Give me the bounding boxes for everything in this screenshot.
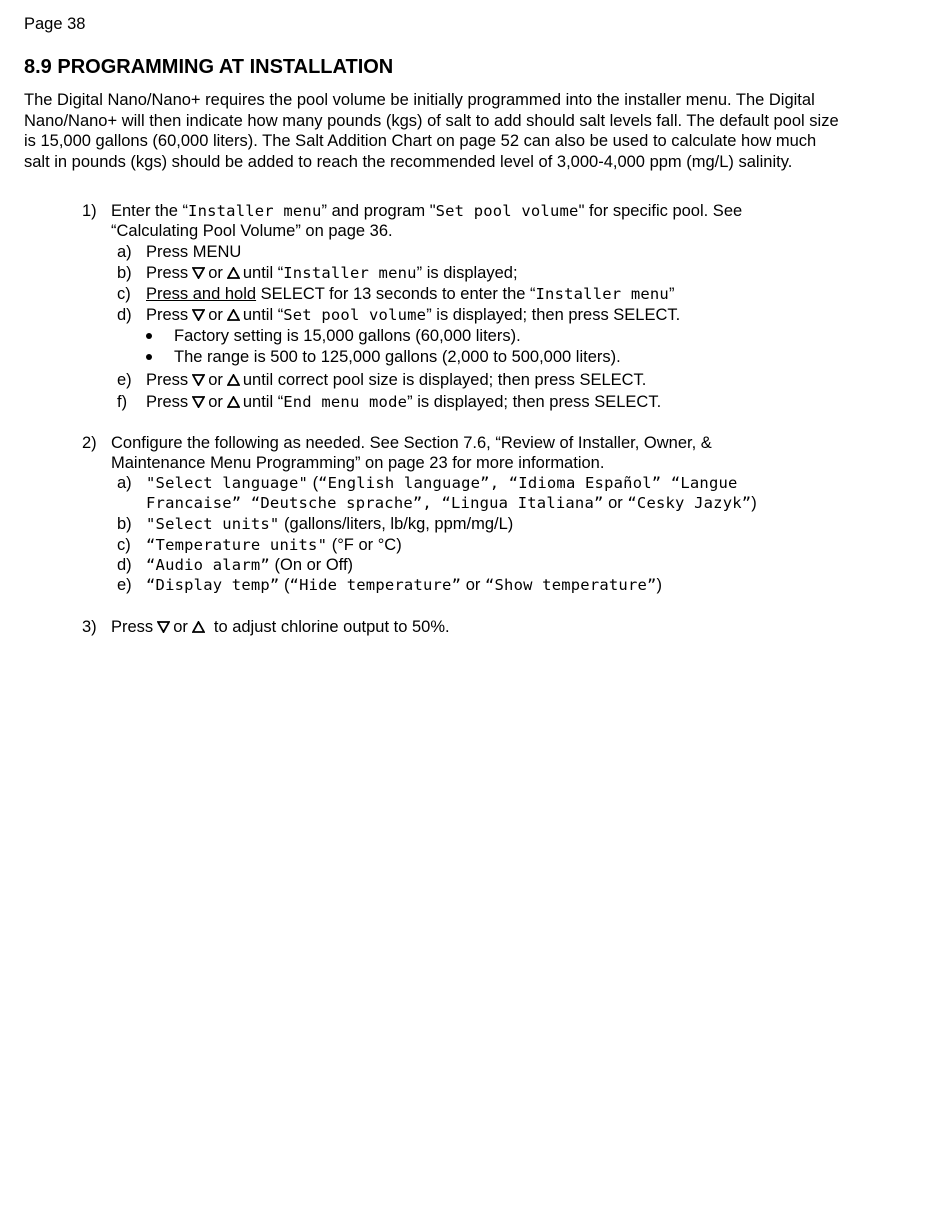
bullet-icon: [146, 333, 152, 339]
step-2e-label: e): [117, 576, 132, 594]
step-1a-text: Press MENU: [146, 243, 242, 261]
step-1a-label: a): [117, 243, 132, 261]
step-1d-bullet-2: The range is 500 to 125,000 gallons (2,000 to 500,000 liters).: [174, 348, 621, 366]
section-heading: 8.9 PROGRAMMING AT INSTALLATION: [24, 56, 394, 78]
step-3-number: 3): [82, 618, 97, 636]
page-number: Page 38: [24, 15, 86, 33]
up-arrow-button-icon: [227, 396, 240, 408]
step-2d-label: d): [117, 556, 132, 574]
step-1f-text: Press or until “End menu mode” is displayed; then press SELECT.: [146, 393, 662, 411]
down-arrow-button-icon: [192, 396, 205, 408]
step-2-number: 2): [82, 434, 97, 452]
step-3-text: Press or to adjust chlorine output to 50%.: [111, 618, 450, 636]
up-arrow-button-icon: [227, 374, 240, 386]
step-2e-text: “Display temp” (“Hide temperature” or “Show temperature”): [146, 576, 663, 594]
step-2b-label: b): [117, 515, 132, 533]
step-1b-text: Press or until “Installer menu” is displayed;: [146, 264, 518, 282]
step-1e-label: e): [117, 371, 132, 389]
down-arrow-button-icon: [192, 267, 205, 279]
step-1c-label: c): [117, 285, 131, 303]
step-1c-text: Press and hold SELECT for 13 seconds to enter the “Installer menu”: [146, 285, 675, 303]
down-arrow-button-icon: [192, 374, 205, 386]
step-2d-text: “Audio alarm” (On or Off): [146, 556, 354, 574]
step-1-number: 1): [82, 202, 97, 220]
intro-paragraph: The Digital Nano/Nano+ requires the pool volume be initially programmed into the installer menu. The Digital Nano/Nano+ will then indicate how many pounds (kgs) of salt to add should salt levels fall. The default pool size is 15,000 gallons (60,000 liters). The Salt Addition Chart on page 52 can also be used to calculate how much salt in pounds (kgs) should be added to reach the recommended level of 3,000-4,000 ppm (mg/L) salinity.: [24, 91, 839, 171]
step-2a-label: a): [117, 474, 132, 492]
step-1-line-2: “Calculating Pool Volume” on page 36.: [111, 222, 393, 240]
up-arrow-button-icon: [192, 621, 205, 633]
bullet-icon: [146, 354, 152, 360]
step-1f-label: f): [117, 393, 128, 411]
step-2-line-1: Configure the following as needed. See Section 7.6, “Review of Installer, Owner, &: [111, 434, 712, 452]
step-1d-label: d): [117, 306, 132, 324]
step-1-line-1: Enter the “Installer menu” and program "Set pool volume" for specific pool. See: [111, 202, 743, 220]
step-1d-bullet-1: Factory setting is 15,000 gallons (60,000 liters).: [174, 327, 521, 345]
down-arrow-button-icon: [192, 309, 205, 321]
up-arrow-button-icon: [227, 309, 240, 321]
step-1d-text: Press or until “Set pool volume” is displayed; then press SELECT.: [146, 306, 681, 324]
step-2c-text: “Temperature units" (°F or °C): [146, 536, 402, 554]
step-2a-text-line-2: Francaise” “Deutsche sprache”, “Lingua Italiana” or “Cesky Jazyk”): [146, 494, 757, 512]
step-2a-text-line-1: "Select language" (“English language”, “Idioma Español” “Langue: [146, 474, 738, 492]
step-2-line-2: Maintenance Menu Programming” on page 23 for more information.: [111, 454, 605, 472]
up-arrow-button-icon: [227, 267, 240, 279]
step-1e-text: Press or until correct pool size is displayed; then press SELECT.: [146, 371, 647, 389]
down-arrow-button-icon: [157, 621, 170, 633]
step-1b-label: b): [117, 264, 132, 282]
step-2c-label: c): [117, 536, 131, 554]
step-2b-text: "Select units" (gallons/liters, lb/kg, ppm/mg/L): [146, 515, 514, 533]
